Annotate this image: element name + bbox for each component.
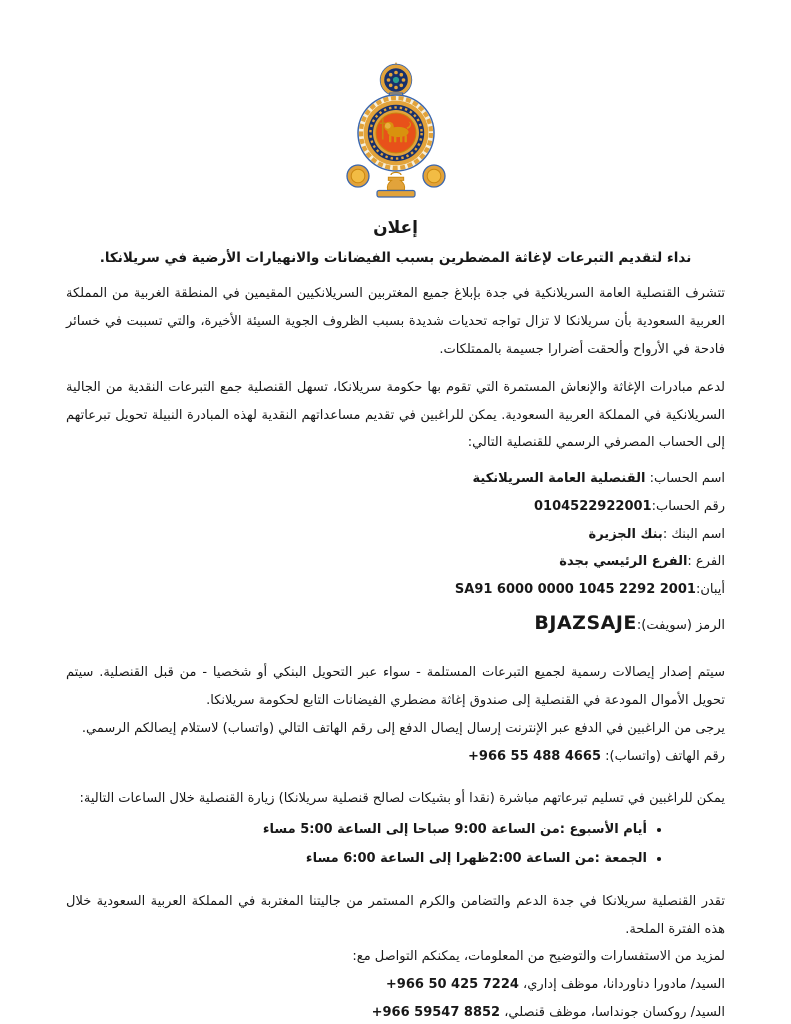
hours-weekdays	[66, 815, 647, 844]
page-title: إعلان	[373, 218, 418, 238]
online-payment-note: يرجى من الراغبين في الدفع عبر الإنترنت إرسال إيصال الدفع إلى رقم الهاتف التالي (واتساب) لاستلام إيصالكم الرسمي.	[81, 721, 725, 737]
contact-line-admin	[66, 971, 725, 999]
whatsapp-label: رقم الهاتف (واتساب):	[601, 749, 725, 765]
account-name-label: اسم الحساب:	[645, 471, 725, 487]
receipts-paragraph: سيتم إصدار إيصالات رسمية لجميع التبرعات المستلمة - سواء عبر التحويل البنكي أو شخصيا - من قبل القنصلية. سيتم تحويل الأموال المودعة في القنصلية إلى صندوق إغاثة مضطري الفيضانات التابع لحكومة سريلانكا.	[66, 665, 725, 709]
visiting-hours-list	[66, 815, 725, 874]
whatsapp-line	[66, 743, 725, 771]
emblem-plinth	[377, 191, 415, 198]
sun-icon	[347, 165, 369, 187]
dharma-chakra-icon	[380, 64, 411, 95]
account-number-value: 0104522922001	[533, 498, 652, 514]
swift-value: BJAZSAJE	[534, 612, 637, 635]
swift-line	[66, 603, 725, 643]
iban-value: SA91 6000 0000 1045 2292 2001	[454, 581, 696, 597]
visiting-hours-block	[66, 785, 725, 873]
hours-friday-text: الجمعة :من الساعة 2:00ظهرا إلى الساعة 6:00 مساء	[305, 851, 647, 867]
contact-consular-name: السيد/ روكسان جونداسا، موظف قنصلي،	[500, 1005, 725, 1021]
page-subtitle: نداء لتقديم التبرعات لإغاثة المضطرين بسبب الفيضانات والانهيارات الأرضية في سريلانكا.	[99, 249, 692, 266]
vase-icon	[387, 172, 404, 190]
bank-name-value: بنك الجزيرة	[588, 526, 663, 542]
account-name-value: القنصلية العامة السريلانكية	[472, 471, 646, 487]
hours-friday	[66, 844, 647, 873]
visiting-intro: يمكن للراغبين في تسليم تبرعاتهم مباشرة (نقدا أو بشيكات لصالح قنصلية سريلانكا) زيارة القنصلية خلال الساعات التالية:	[79, 791, 725, 807]
swift-label: الرمز (سويفت):	[636, 618, 725, 634]
contact-consular-phone: +966 59547 8852	[371, 1005, 501, 1021]
hours-weekdays-text: أيام الأسبوع :من الساعة 9:00 صباحا إلى الساعة 5:00 مساء	[262, 822, 647, 838]
contact-intro: لمزيد من الاستفسارات والتوضيح من المعلومات، يمكنكم التواصل مع:	[352, 949, 725, 965]
contact-admin-phone: +966 50 425 7224	[385, 977, 519, 993]
bank-name-label: اسم البنك :	[662, 526, 725, 542]
receipts-block	[66, 659, 725, 771]
branch-value: الفرع الرئيسي بجدة	[559, 554, 688, 570]
emblem-container	[66, 62, 725, 206]
intro-paragraph: تتشرف القنصلية العامة السريلانكية في جدة بإبلاغ جميع المغتربين السريلانكيين المقيمين في المنطقة الغربية من المملكة العربية السعودية بأن سريلانكا لا تزال تواجه تحديات شديدة بسبب الظروف الجوية السيئة الأخيرة، والتي تسببت في خسائر فادحة في الأرواح وألحقت أضرارا جسيمة بالممتلكات.	[66, 285, 725, 357]
whatsapp-number: +966 55 488 4665	[468, 749, 602, 765]
account-number-line	[66, 493, 725, 521]
account-number-label: رقم الحساب:	[651, 498, 725, 514]
support-paragraph: لدعم مبادرات الإغاثة والإنعاش المستمرة التي تقوم بها حكومة سريلانكا، تسهل القنصلية جمع التبرعات النقدية من الجالية السريلانكية في المملكة العربية السعودية. يمكن للراغبين في تقديم مساعداتهم النقدية لهذه المبادرة النبيلة تحويل تبرعاتهم إلى الحساب المصرفي الرسمي للقنصلية التالي:	[66, 379, 725, 451]
closing-block	[66, 888, 725, 1024]
branch-line	[66, 548, 725, 576]
sri-lanka-emblem	[343, 62, 449, 202]
appreciation-paragraph: تقدر القنصلية سريلانكا في جدة الدعم والتضامن والكرم المستمر من جاليتنا المغتربة في المملكة العربية السعودية خلال هذه الفترة الملحة.	[66, 893, 725, 937]
branch-label: الفرع :	[687, 554, 725, 570]
account-name-line	[66, 465, 725, 493]
contact-line-consular	[66, 999, 725, 1024]
iban-line	[66, 576, 725, 604]
moon-icon	[423, 165, 445, 187]
iban-label: أيبان:	[695, 581, 725, 597]
bank-name-line	[66, 521, 725, 549]
bank-details-block	[66, 465, 725, 643]
contact-admin-name: السيد/ مادورا دناوردانا، موظف إداري،	[518, 977, 725, 993]
